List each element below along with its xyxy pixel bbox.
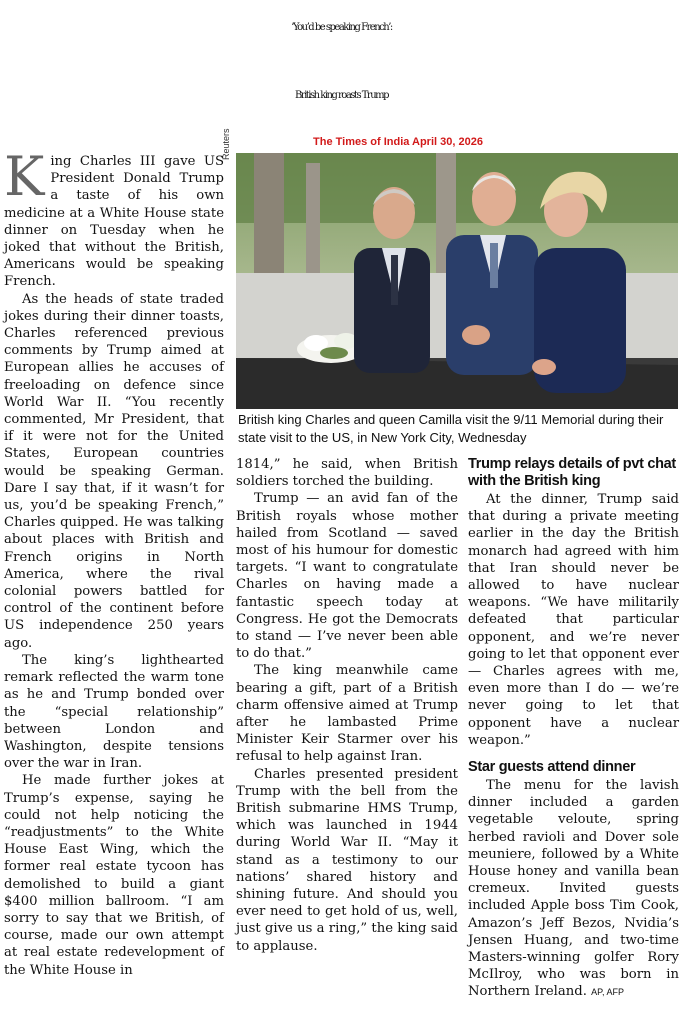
article-paragraph: As the heads of state traded jokes during their dinner toasts, Charles referenced previous comments by Trump aimed at European allies he accuses of freeloading on defence since World War II. “You recently commented, Mr President, that if it were not for the United States, European countries would be speaking German. Dare I say that, if it wasn’t for us, you’d be speaking French,” Charles quipped. He was talking about places with British and French origins in North America, where the rival colonial powers battled for control of the continent before US independence 250 years ago. (4, 291, 224, 651)
article-paragraph: Trump — an avid fan of the British royals whose mother hailed from Scotland — saved most of his humour for domestic targets. “I want to congratulate Charles on having made a fantastic speech today at Congress. He got the Democrats to stand — I’ve never been able to do that.” (236, 491, 458, 662)
article-paragraph: Charles presented president Trump with the bell from the British submarine HMS Trump, which was launched in 1944 during World War II. “May it stand as a testimony to our nations’ shared history and shining future. And should you ever need to get hold of us, well, just give us a ring,” the king said to applause. (236, 766, 458, 954)
article-paragraph: 1814,” he said, when British soldiers torched the building. (236, 457, 458, 490)
subheading: Star guests attend dinner (468, 759, 636, 776)
article-paragraph (468, 777, 679, 1002)
dateline: The Times of India April 30, 2026 (313, 136, 483, 148)
paragraph-text: ing Charles III gave US President Donald Trump a taste of his own medicine at a White House state dinner on Tuesday when he joked that without the British, Americans would be speaking French. (4, 154, 224, 290)
drop-cap: K (4, 145, 45, 208)
article-column-2 (236, 456, 458, 955)
article-paragraph: He made further jokes at Trump’s expense, saying he could not help noticing the “readjustments” to the White House East Wing, which the former real estate tycoon has demolished to build a giant $400 million ballroom. “I am sorry to say that we British, of course, made our own attempt at real estate redevelopment of the White House in (4, 773, 224, 978)
wire-credit: AP, AFP (591, 987, 624, 998)
paragraph-text: The menu for the lavish dinner included a garden vegetable veloute, spring herbed ravioli and Dover sole meuniere, followed by a White House honey and vanilla bean cremeux. Invited guests included Apple boss Tim Cook, Amazon’s Jeff Bezos, Nvidia’s Jensen Huang, and two-time Masters-winning golfer Rory McIlroy, who was born in Northern Ireland. (468, 778, 679, 1000)
photo-caption: British king Charles and queen Camilla visit the 9/11 Memorial during their state visit to the US, in New York City, Wednesday (238, 412, 664, 445)
headline-line-1: ‘You’d be speaking French’: (291, 22, 392, 33)
article-column-3 (468, 456, 679, 1002)
article-paragraph: The king meanwhile came bearing a gift, part of a British charm offensive aimed at Trump after he lambasted Prime Minister Keir Starmer over his refusal to help against Iran. (236, 663, 458, 765)
article-paragraph (4, 145, 224, 291)
article-column-1 (4, 145, 224, 979)
article-paragraph: At the dinner, Trump said that during a private meeting earlier in the day the British monarch had agreed with him that Iran should never be allowed to have nuclear weapons. “We have militarily defeated that particular opponent, and we’re never going to let that opponent ever — Charles agrees with me, even more than I do — we’re never going to let that opponent have a nuclear weapon.” (468, 492, 679, 748)
memorial-photo-illustration (236, 153, 678, 409)
article-paragraph: The king’s lighthearted remark reflected the warm tone as he and Trump bonded over the “special relationship” between London and Washington, despite tensions over the war in Iran. (4, 652, 224, 772)
headline-line-2: British king roasts Trump (294, 90, 389, 101)
subheading: Trump relays details of pvt chat with the British king (468, 456, 676, 489)
news-photo (236, 153, 678, 409)
photo-credit: Reuters (221, 128, 231, 160)
